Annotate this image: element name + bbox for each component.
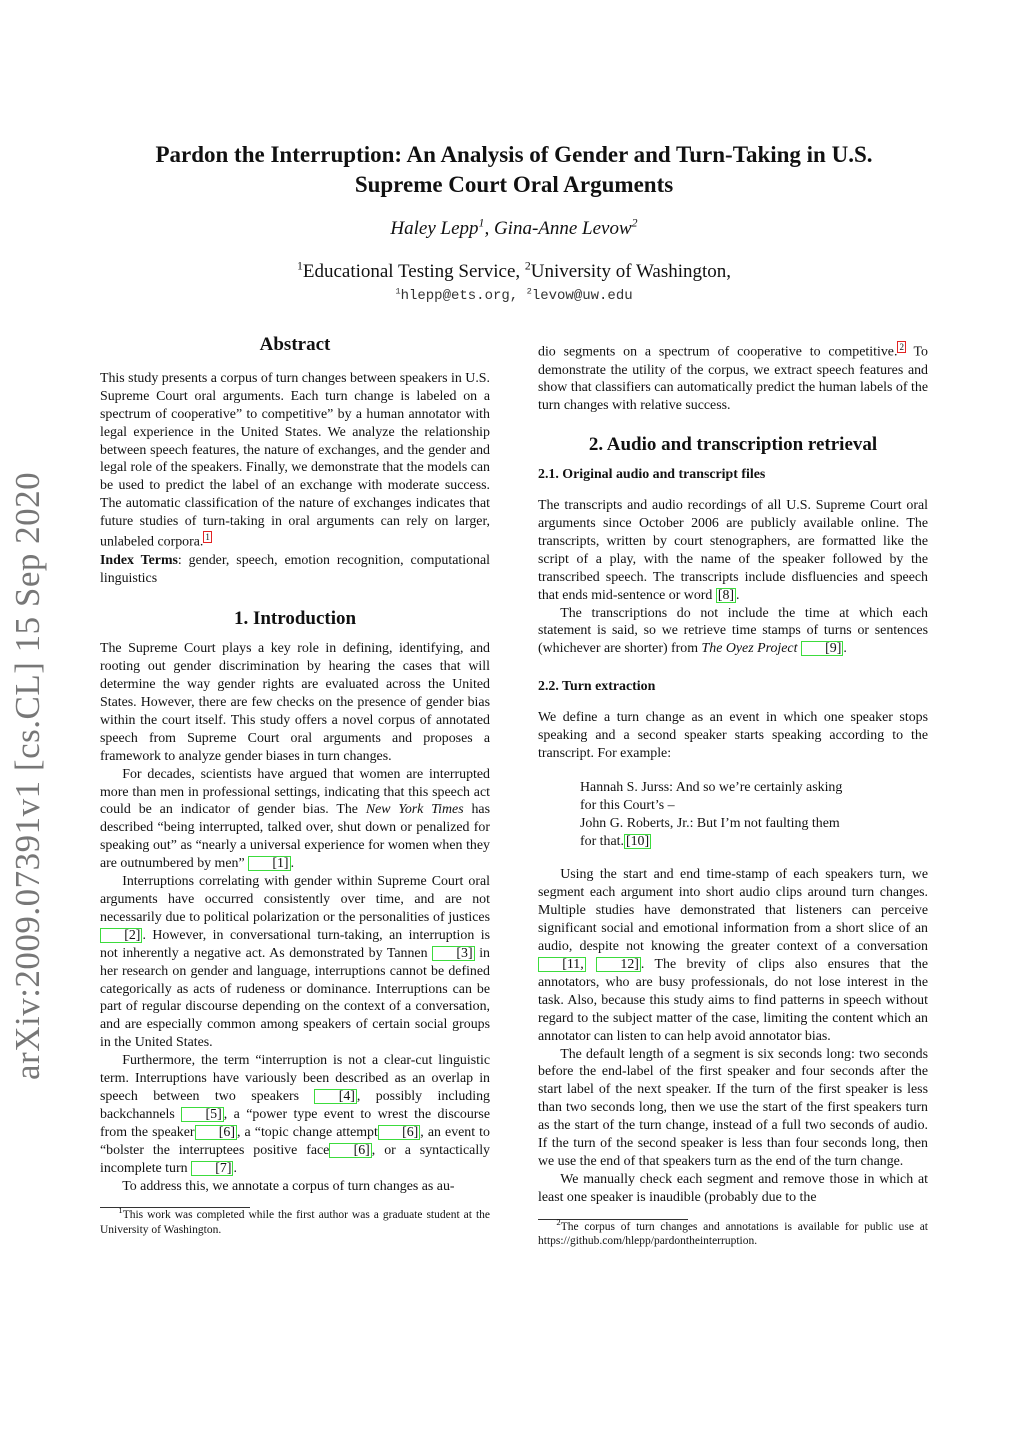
project-name: The Oyez Project (701, 641, 798, 657)
citation-link[interactable]: [10] (625, 833, 650, 849)
citation-link[interactable]: [6] (329, 1143, 371, 1158)
intro-continuation (538, 341, 928, 415)
text: , a “power type event to wrest the discourse from the speaker (100, 1106, 491, 1140)
footnote-ref-2[interactable]: 2 (899, 342, 904, 352)
footnote-2-text: The corpus of turn changes and annotations is available for public use at https://github.com/hlepp/pardontheinterruption. (538, 1220, 928, 1248)
section-2-2-paragraph-1: We define a turn change as an event in which one speaker stops speaking and a second speaker starts speaking according to the transcript. For example: (538, 710, 928, 761)
email-1[interactable]: hlepp@ets.org, (400, 288, 527, 304)
text: . (290, 856, 295, 872)
quote-line-3: John G. Roberts, Jr.: But I’m not faulting them (580, 815, 840, 831)
text: Furthermore, the term “interruption is not a clear-cut linguistic term. Interruptions have variously been described as an overlap in speech between two speakers (100, 1053, 490, 1104)
text: , possibly including backchannels (100, 1088, 491, 1122)
intro-paragraph-2 (100, 766, 490, 873)
footnote-1-text: This work was completed while the first author was a graduate student at the University of Washington. (100, 1209, 490, 1236)
transcript-example (580, 779, 900, 851)
author-2-mark: 2 (631, 216, 638, 230)
index-terms-label: Index Terms (100, 552, 178, 568)
footnote-1 (100, 1205, 490, 1237)
intro-heading: 1. Introduction (233, 608, 357, 630)
section-2-heading: 2. Audio and transcription retrieval (588, 434, 878, 456)
section-2-2-paragraph-3: The default length of a segment is six seconds long: two seconds before the end-label of the first speaker and four seconds after the start label of the next speaker. If the turn of the first speaker is less than two seconds long, then we use the start of the first speakers turn as the start of the turn change, instead of a full two seconds of audio. If the turn of the second speaker is less than four seconds long, then we use the end of that speakers turn as the end of the turn change. (538, 1046, 928, 1169)
paper-title (100, 140, 928, 200)
citation-link[interactable]: [6] (195, 1125, 237, 1140)
quote-line-4 (580, 833, 900, 851)
author-1-mark: 1 (478, 216, 485, 230)
affiliations (100, 261, 928, 283)
intro-paragraph-1: The Supreme Court plays a key role in defining, identifying, and rooting out gender discrimination by hearing the cases that will determine the way gender rights are evaluated across the United States. However, there are few checks on the presence of gender bias within the court itself. This study offers a novel corpus of annotated speech from Supreme Court oral arguments and proposes a framework to analyze gender biases in turn changes. (100, 641, 490, 764)
citation-link[interactable]: [2] (100, 928, 142, 943)
text: , a “topic change attempt (236, 1124, 378, 1140)
text: for that. (580, 833, 624, 849)
footnote-2 (538, 1216, 928, 1249)
email-2[interactable]: levow@uw.edu (531, 288, 633, 304)
left-column (100, 336, 490, 1237)
citation-link[interactable]: [3] (432, 946, 474, 961)
abstract-heading: Abstract (259, 334, 331, 355)
intro-paragraph-4 (100, 1052, 490, 1177)
affiliation-1-mark: 1 (296, 259, 303, 273)
affiliation-2-mark: 2 (524, 259, 531, 273)
author-separator: , (484, 218, 494, 239)
footnote-1-mark: 1 (118, 1205, 123, 1216)
text: . However, in conversational turn-taking, an interruption is not inherently a negative act. As demonstrated by Tannen (100, 927, 490, 961)
abstract-text (100, 370, 490, 552)
email-2-mark: 2 (526, 286, 532, 297)
text: Interruptions correlating with gender within Supreme Court oral arguments have occurred consistently over time, and are not necessarily due to political polarization or the personalities of justices (100, 874, 490, 925)
text: The transcripts and audio recordings of all U.S. Supreme Court oral arguments since October 2006 are publicly available online. The transcripts, written by court stenographers, are formatted like the script of a play, with the name of the speaker followed by the transcribed speech. The transcripts include disfluencies and speech that ends mid-sentence or word (538, 498, 928, 603)
author-emails (100, 288, 928, 304)
section-2-1-heading: 2.1. Original audio and transcript files (538, 467, 766, 483)
affiliation-2: University of Washington, (530, 261, 732, 282)
text: , an event to “bolster the interruptees positive face (100, 1124, 490, 1158)
arxiv-identifier: arXiv:2009.07391v1 [cs.CL] 15 Sep 2020 (8, 471, 47, 1080)
citation-link[interactable]: [4] (314, 1089, 356, 1104)
citation-link[interactable]: [6] (378, 1125, 420, 1140)
abstract-body: This study presents a corpus of turn changes between speakers in U.S. Supreme Court oral arguments. Each turn change is labeled on a spectrum of cooperative” to competitive” by a human annotator with legal experience in the United States. We analyze the relationship between speech features, the nature of exchanges, and the gender and legal role of the speakers. Finally, we demonstrate that the models can be used to predict the label of an exchange with moderate success. The automatic classification of the nature of exchanges indicates that future studies of turn-taking in oral arguments can rely on larger, unlabeled corpora. (100, 370, 491, 550)
text: dio segments on a spectrum of cooperative to competitive. (538, 344, 898, 360)
footnote-ref-1[interactable]: 1 (205, 532, 210, 543)
intro-paragraph-3 (100, 873, 490, 1052)
quote-line-1: Hannah S. Jurss: And so we’re certainly asking (580, 779, 843, 795)
citation-link[interactable]: [11, (538, 957, 586, 972)
title-line-1: Pardon the Interruption: An Analysis of Gender and Turn-Taking in U.S. (155, 142, 873, 167)
text: . (843, 641, 847, 657)
citation-link[interactable]: [1] (248, 856, 290, 871)
author-1: Haley Lepp (390, 218, 479, 239)
section-2-2-heading: 2.2. Turn extraction (538, 679, 656, 695)
title-line-2: Supreme Court Oral Arguments (354, 172, 674, 197)
text: The transcriptions do not include the time at which each statement is said, so we retrieve time stamps of turns or sentences (whichever are shorter) from (538, 605, 928, 657)
email-1-mark: 1 (395, 286, 401, 297)
index-terms-text: : gender, speech, emotion recognition, computational linguistics (100, 552, 490, 586)
publication-name: New York Times (365, 802, 464, 818)
text: . (233, 1160, 237, 1176)
text: . The brevity of clips also ensures that the annotators, who are busy professionals, do not lose interest in the task. Also, because this study aims to find patterns in speech without regard to the subject matter of the case, limiting the content which an annotator can listen to can help avoid annotator bias. (538, 957, 928, 1044)
text: For decades, scientists have argued that women are interrupted more than men in professional settings, indicating that this speech act could be an indicator of gender bias. The (100, 766, 490, 818)
citation-link[interactable]: [5] (181, 1107, 223, 1122)
author-list (100, 218, 928, 240)
author-2: Gina-Anne Levow (493, 218, 632, 239)
index-terms (100, 552, 490, 588)
text: To demonstrate the utility of the corpus, we extract speech features and show that classifiers can automatically predict the human labels of the turn changes with relative success. (538, 344, 928, 414)
footnote-2-mark: 2 (556, 1216, 561, 1227)
text: , or a syntactically incomplete turn (100, 1142, 491, 1176)
text: . (736, 587, 740, 603)
text: has described “being interrupted, talked over, shut down or penalized for speaking out” as “nearly a universal experience for women when they are outnumbered by men” (100, 802, 490, 872)
citation-link[interactable]: [8] (717, 587, 735, 603)
section-2-1-paragraph-2 (538, 605, 928, 659)
section-2-2-paragraph-4: We manually check each segment and remove those in which at least one speaker is inaudible (probably due to the (538, 1171, 928, 1205)
section-2-2-paragraph-2 (538, 866, 928, 1045)
citation-link[interactable]: 12] (596, 957, 641, 972)
intro-paragraph-5: To address this, we annotate a corpus of turn changes as au- (122, 1178, 455, 1194)
citation-link[interactable]: [7] (191, 1161, 233, 1176)
affiliation-1: Educational Testing Service, (302, 261, 525, 282)
section-2-1-paragraph-1 (538, 497, 928, 604)
text: Using the start and end time-stamp of each speakers turn, we segment each argument into short audio clips around turn changes. Multiple studies have demonstrated that listeners can perceive significant social and emotional information from a short slice of an audio, despite not knowing the greater context of a conversation (538, 867, 928, 955)
right-column (538, 341, 928, 1249)
text: in her research on gender and language, interruptions cannot be defined categorically as acts of rudeness or dominance. Interruptions can be part of regular discourse depending on the context of a conversation, and are especially common among speakers of certain social groups in the United States. (100, 945, 490, 1051)
quote-line-2: for this Court’s – (580, 797, 675, 813)
citation-link[interactable]: [9] (801, 641, 843, 656)
